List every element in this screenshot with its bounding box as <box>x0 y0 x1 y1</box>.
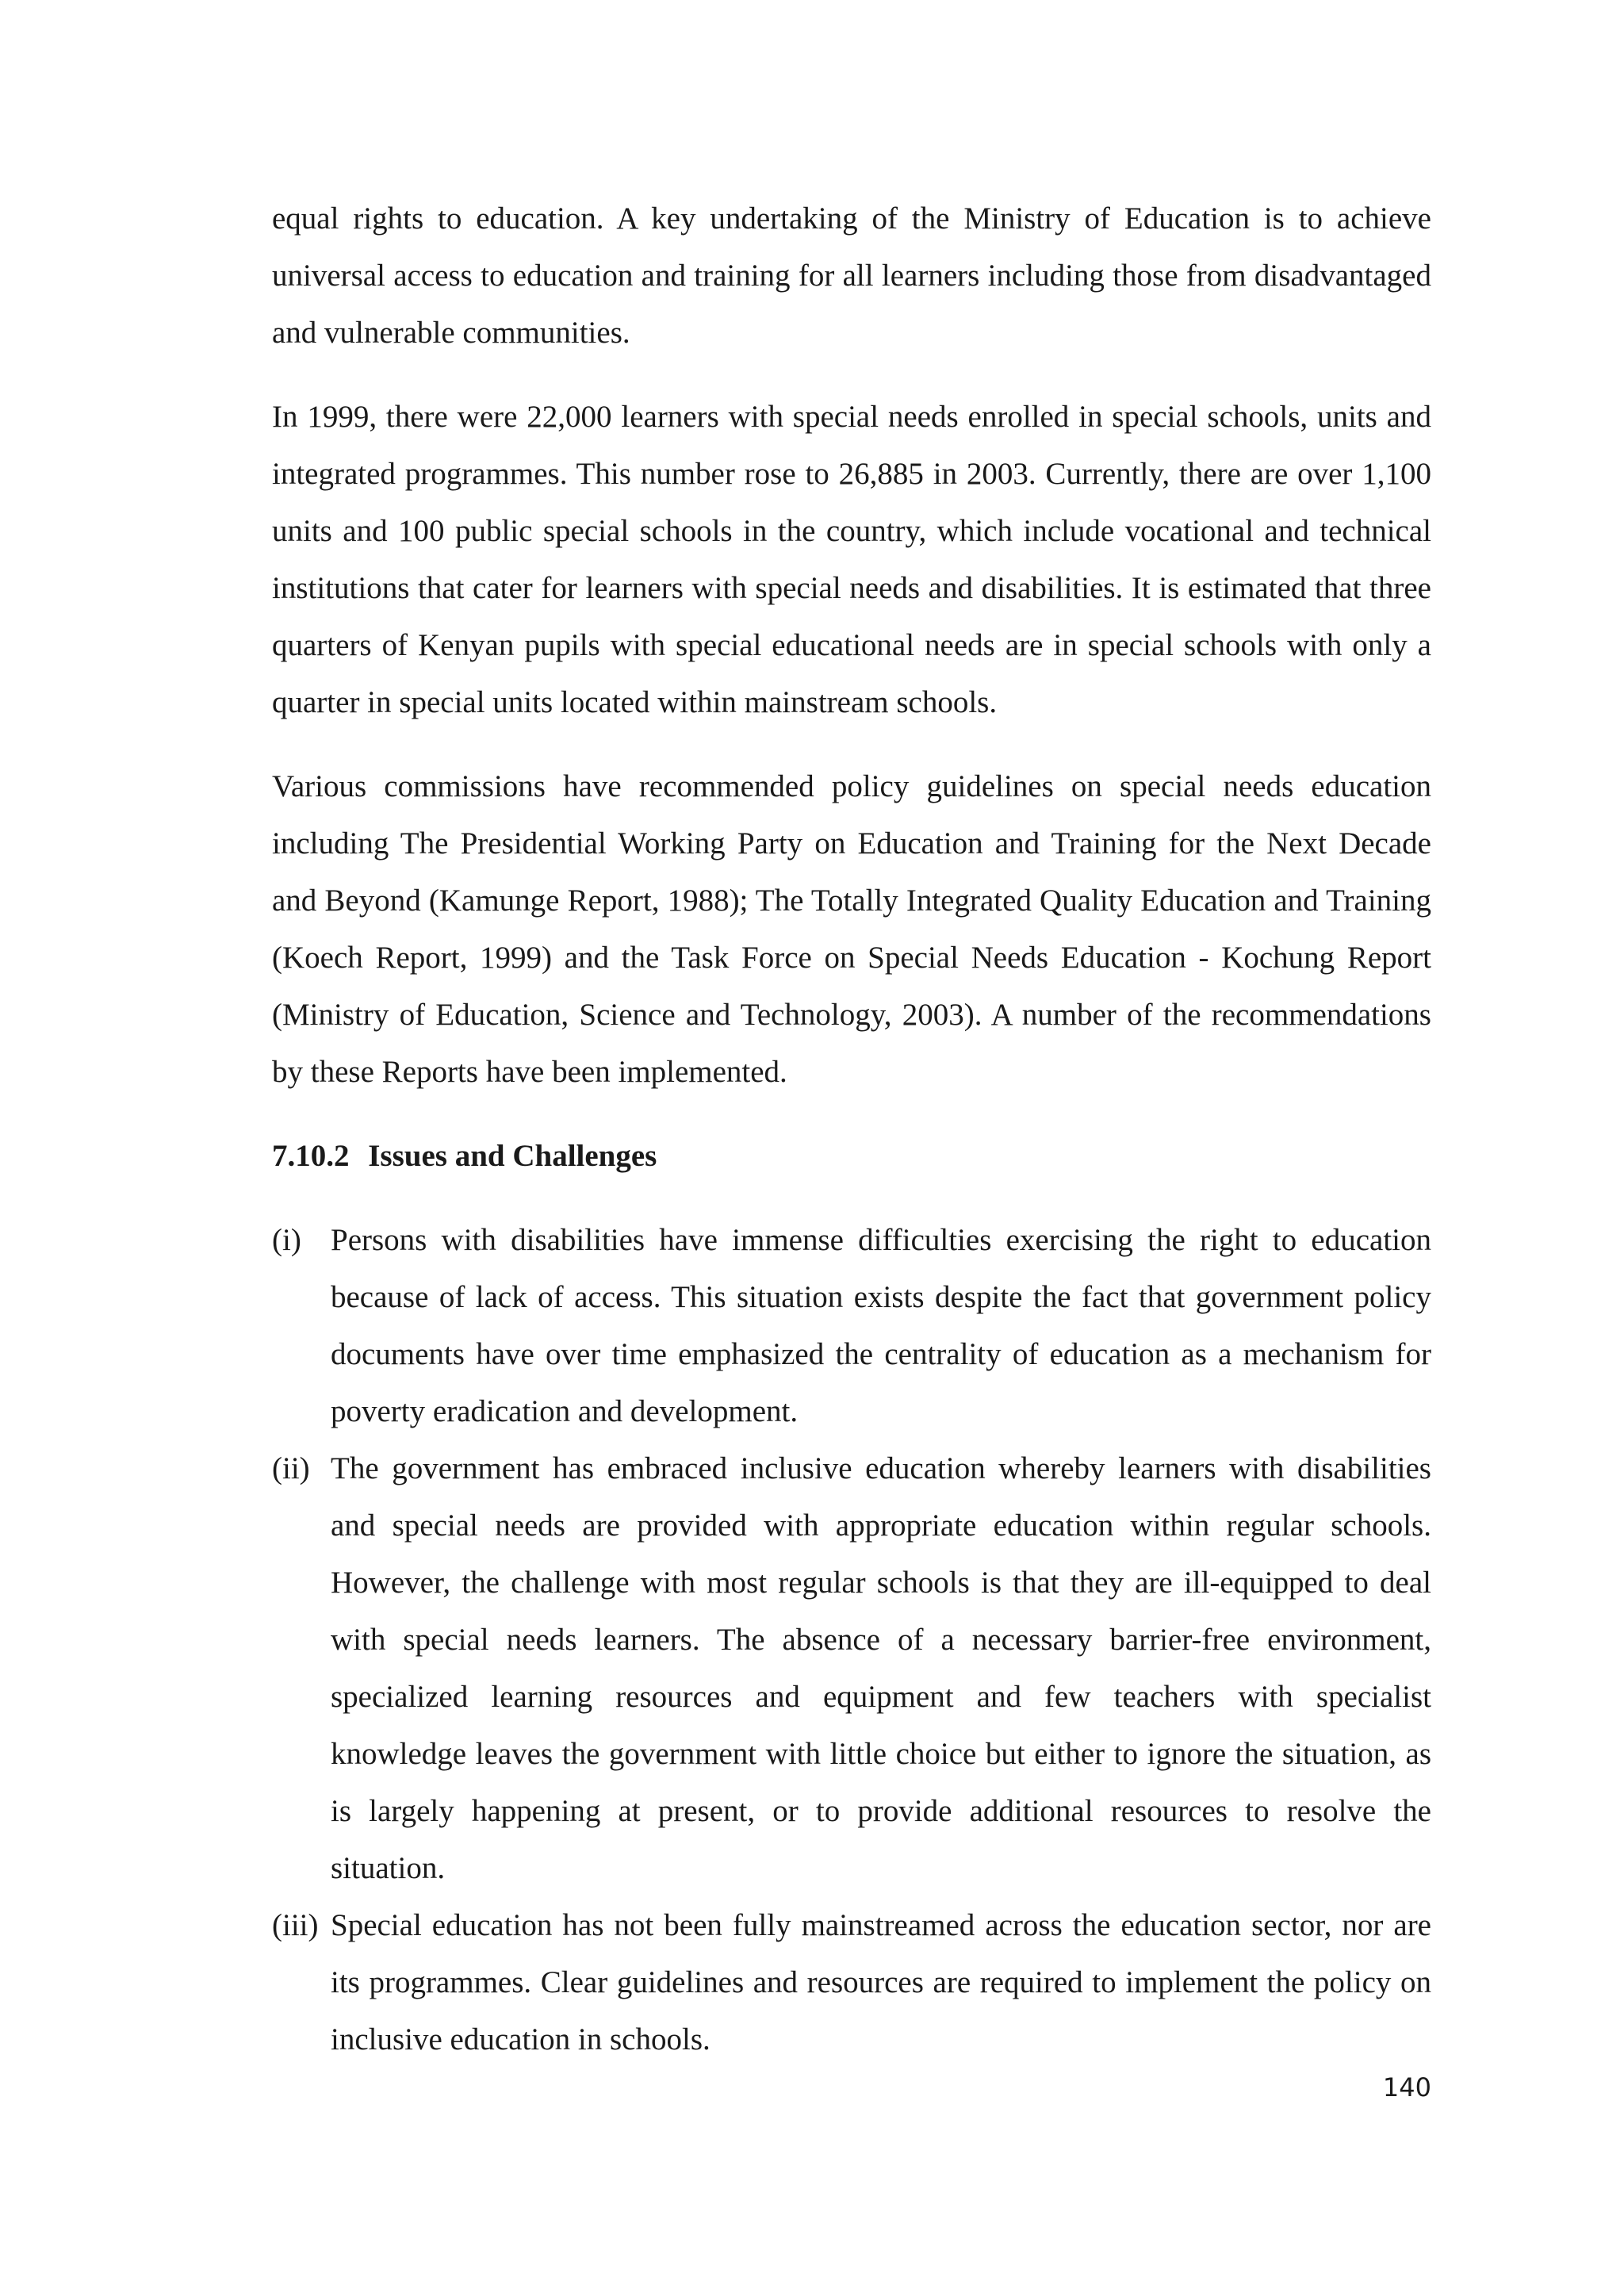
paragraph-commissions: Various commissions have recommended policy guidelines on special needs education including The Presidential Working Party on Education and Training for the Next Decade and Beyond (Kamunge Report, 1988); The Totally Integrated Quality Education and Training (Koech Report, 1999) and the Task Force on Special Needs Education - Kochung Report (Ministry of Education, Science and Technology, 2003). A number of the recommendations by these Reports have been implemented. <box>272 769 1431 1089</box>
paragraph-equal-rights: equal rights to education. A key undertaking of the Ministry of Education is to achieve universal access to education and training for all learners including those from disadvantaged and vulnerable communities. <box>272 201 1431 350</box>
challenges-list <box>272 1212 1431 2068</box>
paragraph-enrolment-statistics: In 1999, there were 22,000 learners with special needs enrolled in special schools, units and integrated programmes. This number rose to 26,885 in 2003. Currently, there are over 1,100 units and 100 public special schools in the country, which include vocational and technical institutions that cater for learners with special needs and disabilities. It is estimated that three quarters of Kenyan pupils with special educational needs are in special schools with only a quarter in special units located within mainstream schools. <box>272 400 1431 719</box>
list-item-text: Special education has not been fully mainstreamed across the education sector, nor are its programmes. Clear guidelines and resources are required to implement the policy on inclusive education in schools. <box>331 1908 1431 2056</box>
list-item <box>272 1897 1431 2068</box>
section-number: 7.10.2 <box>272 1139 350 1173</box>
page-number: 140 <box>1382 2072 1431 2102</box>
list-item-text: The government has embraced inclusive education whereby learners with disabilities and special needs are provided with appropriate education within regular schools. However, the challenge with most regular schools is that they are ill-equipped to deal with special needs learners. The absence of a necessary barrier-free environment, specialized learning resources and equipment and few teachers with specialist knowledge leaves the government with little choice but either to ignore the situation, as is largely happening at present, or to provide additional resources to resolve the situation. <box>331 1451 1431 1885</box>
list-marker: (ii) <box>272 1451 310 1485</box>
list-item-text: Persons with disabilities have immense difficulties exercising the right to education because of lack of access. This situation exists despite the fact that government policy documents have over time emphasized the centrality of education as a mechanism for poverty eradication and development. <box>331 1223 1431 1428</box>
section-heading <box>272 1128 1431 1185</box>
list-item <box>272 1212 1431 1440</box>
list-marker: (iii) <box>272 1908 319 1942</box>
document-body <box>272 190 1431 2068</box>
list-marker: (i) <box>272 1223 301 1257</box>
list-item <box>272 1440 1431 1897</box>
section-title: Issues and Challenges <box>368 1139 657 1173</box>
